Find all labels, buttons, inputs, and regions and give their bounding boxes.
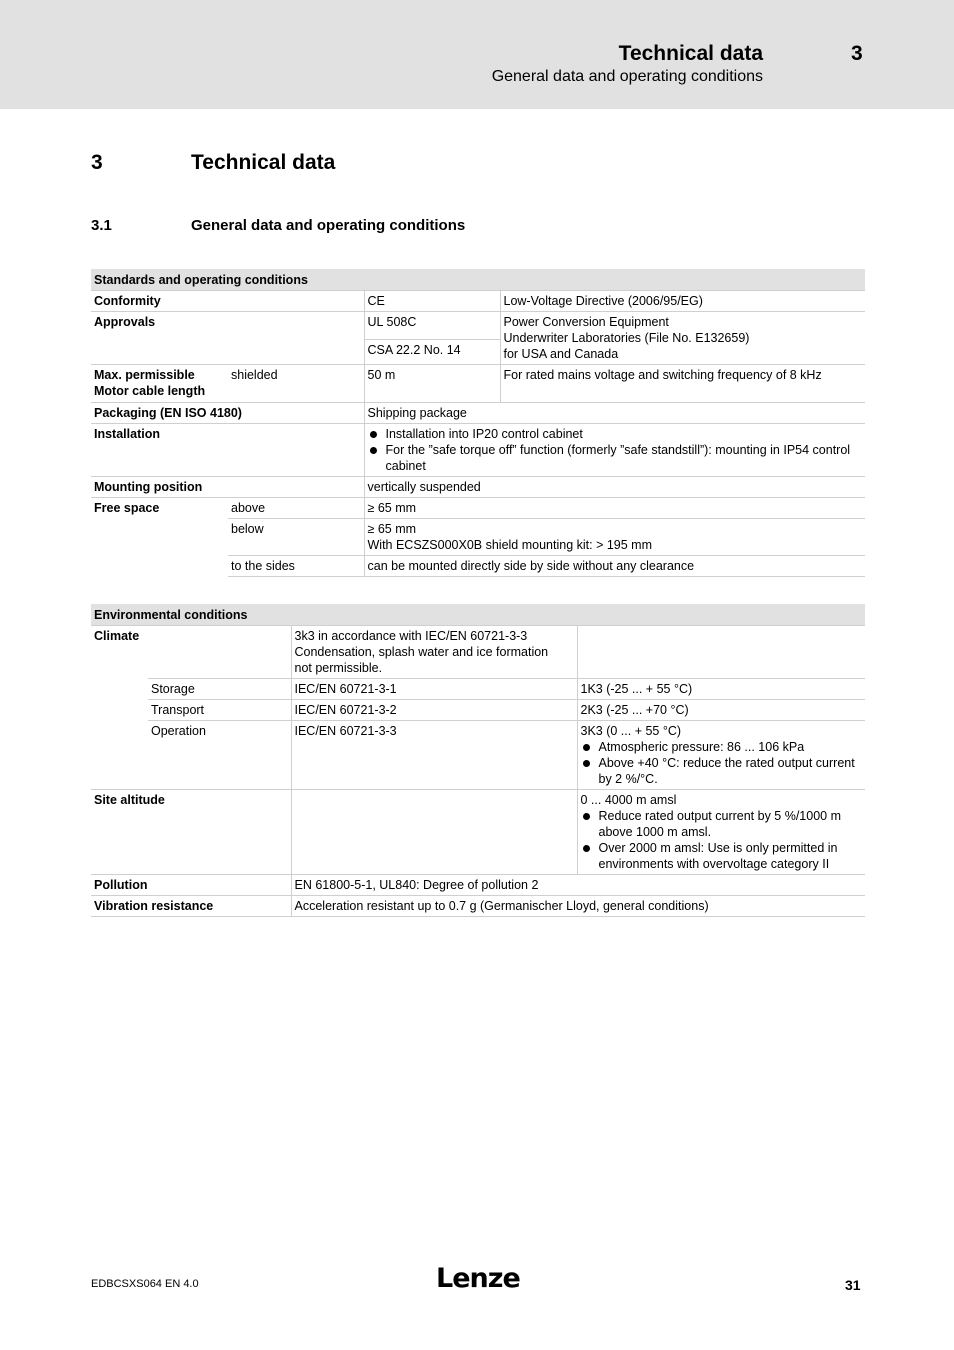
conformity-value: CE	[364, 291, 500, 312]
header-title: Technical data	[618, 42, 763, 65]
header-chapter-number: 3	[851, 42, 863, 65]
section-number: 3.1	[91, 217, 112, 234]
transport-value: 2K3 (-25 ... +70 °C)	[577, 700, 865, 721]
climate-label: Climate	[91, 626, 291, 679]
free-space-below-value	[364, 519, 865, 556]
vibration-label: Vibration resistance	[91, 896, 291, 917]
storage-label: Storage	[148, 679, 291, 700]
installation-label: Installation	[91, 424, 364, 477]
standards-table	[91, 269, 865, 577]
operation-bullet: Above +40 °C: reduce the rated output current by 2 %/°C.	[581, 755, 863, 787]
chapter-title: Technical data	[191, 151, 336, 174]
cable-length-desc: For rated mains voltage and switching frequency of 8 kHz	[500, 365, 865, 403]
approvals-label: Approvals	[91, 312, 364, 365]
approvals-desc	[500, 312, 865, 365]
environmental-section-header: Environmental conditions	[91, 604, 865, 626]
cable-label-line: Max. permissible	[94, 368, 195, 382]
free-space-below-line: ≥ 65 mm	[367, 522, 417, 536]
operation-class: 3K3 (0 ... + 55 °C)	[580, 724, 682, 738]
approval-csa: CSA 22.2 No. 14	[365, 339, 500, 360]
site-altitude-value	[577, 790, 865, 875]
altitude-bullet: Reduce rated output current by 5 %/1000 m above 1000 m amsl.	[581, 808, 863, 840]
header-subtitle: General data and operating conditions	[491, 68, 763, 85]
page-number: 31	[845, 1277, 861, 1293]
installation-value	[364, 424, 865, 477]
lenze-logo: Lenze	[436, 1263, 520, 1294]
storage-standard: IEC/EN 60721-3-1	[291, 679, 577, 700]
free-space-below-line: With ECSZS000X0B shield mounting kit: > 195 mm	[367, 538, 653, 552]
climate-empty	[577, 626, 865, 679]
installation-bullet: For the ”safe torque off” function (formerly ”safe standstill”): mounting in IP54 control cabinet	[368, 442, 863, 474]
free-space-label: Free space	[91, 498, 228, 577]
pollution-label: Pollution	[91, 875, 291, 896]
cable-shielded: shielded	[228, 365, 364, 403]
operation-bullet: Atmospheric pressure: 86 ... 106 kPa	[581, 739, 863, 755]
approvals-desc-line: for USA and Canada	[503, 347, 619, 361]
conformity-desc: Low-Voltage Directive (2006/95/EG)	[500, 291, 865, 312]
standards-section-header: Standards and operating conditions	[91, 269, 865, 291]
page-header	[0, 0, 954, 109]
altitude-bullet: Over 2000 m amsl: Use is only permitted in environments with overvoltage category II	[581, 840, 863, 872]
free-space-sides-value: can be mounted directly side by side without any clearance	[364, 556, 865, 577]
transport-standard: IEC/EN 60721-3-2	[291, 700, 577, 721]
operation-value	[577, 721, 865, 790]
vibration-value: Acceleration resistant up to 0.7 g (Germanischer Lloyd, general conditions)	[291, 896, 865, 917]
pollution-value: EN 61800-5-1, UL840: Degree of pollution 2	[291, 875, 865, 896]
approval-ul: UL 508C	[367, 315, 417, 329]
cable-label-line: Motor cable length	[94, 384, 206, 398]
section-title: General data and operating conditions	[191, 217, 466, 234]
climate-line: 3k3 in accordance with IEC/EN 60721-3-3	[294, 629, 528, 643]
mounting-value: vertically suspended	[364, 477, 865, 498]
free-space-below-label: below	[228, 519, 364, 556]
climate-line: not permissible.	[294, 661, 383, 675]
operation-standard: IEC/EN 60721-3-3	[291, 721, 577, 790]
storage-value: 1K3 (-25 ... + 55 °C)	[577, 679, 865, 700]
packaging-value: Shipping package	[364, 403, 865, 424]
approvals-values	[364, 312, 500, 365]
environmental-table	[91, 604, 865, 917]
mounting-label: Mounting position	[91, 477, 364, 498]
chapter-number: 3	[91, 151, 103, 174]
cable-length-value: 50 m	[364, 365, 500, 403]
free-space-sides-label: to the sides	[228, 556, 364, 577]
climate-value	[291, 626, 577, 679]
packaging-label: Packaging (EN ISO 4180)	[91, 403, 364, 424]
operation-label: Operation	[148, 721, 291, 790]
free-space-above-label: above	[228, 498, 364, 519]
installation-bullet: Installation into IP20 control cabinet	[368, 426, 863, 442]
free-space-above-value: ≥ 65 mm	[364, 498, 865, 519]
conformity-label: Conformity	[91, 291, 364, 312]
approvals-desc-line: Power Conversion Equipment	[503, 315, 669, 329]
climate-line: Condensation, splash water and ice formation	[294, 645, 549, 659]
cable-length-label	[91, 365, 228, 403]
transport-label: Transport	[148, 700, 291, 721]
approvals-desc-line: Underwriter Laboratories (File No. E132659)	[503, 331, 750, 345]
altitude-range: 0 ... 4000 m amsl	[580, 793, 677, 807]
site-altitude-empty	[291, 790, 577, 875]
document-id: EDBCSXS064 EN 4.0	[91, 1278, 199, 1290]
site-altitude-label: Site altitude	[91, 790, 291, 875]
